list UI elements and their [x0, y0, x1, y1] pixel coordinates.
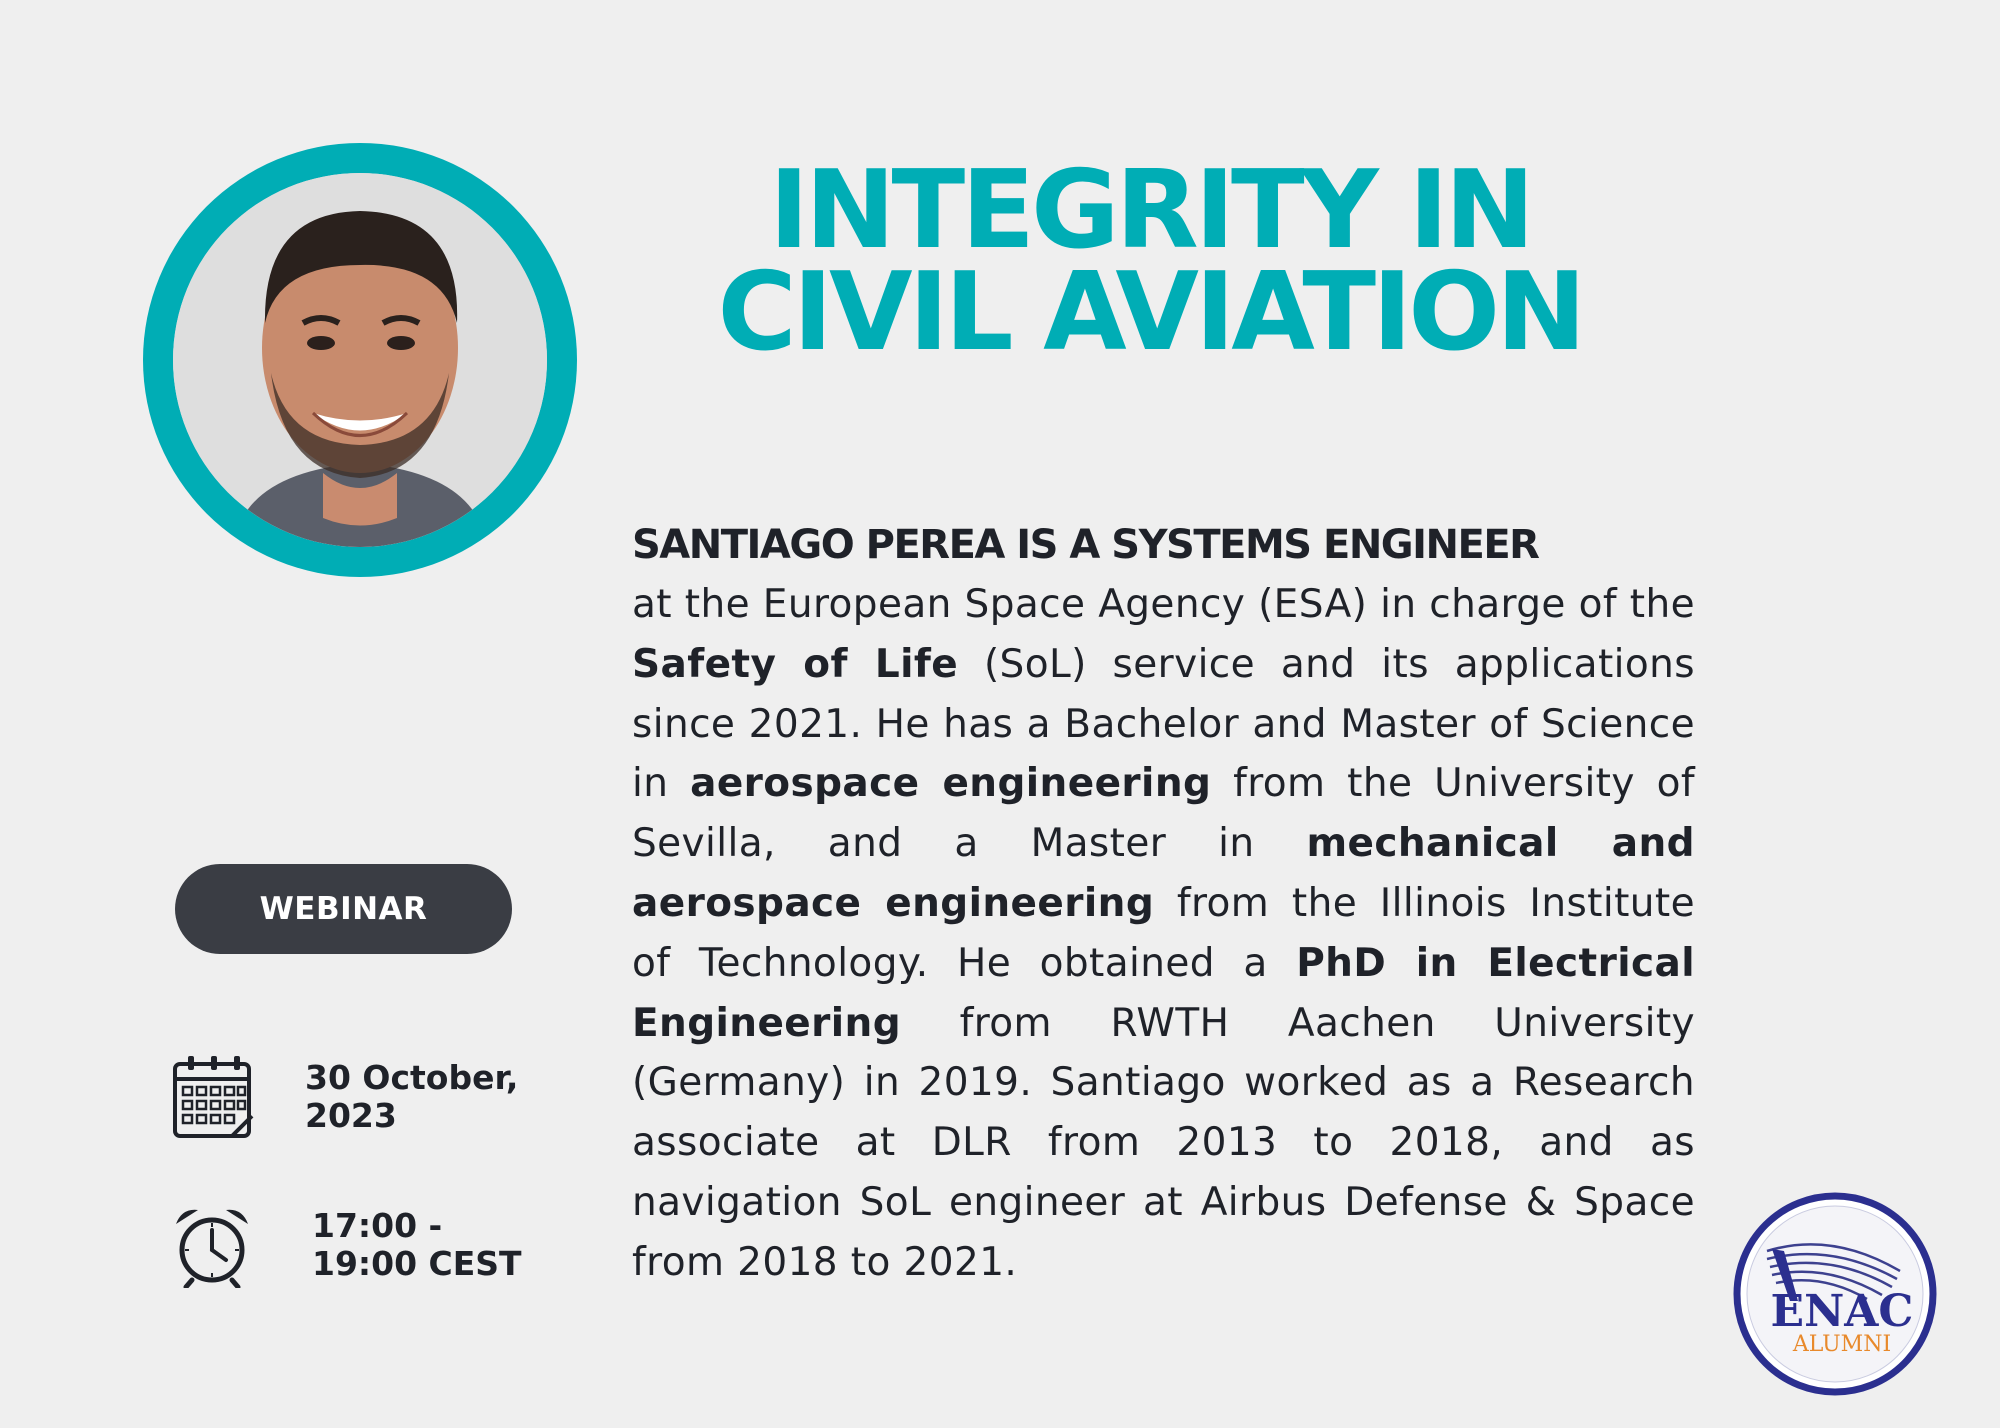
- logo-text-enac: ENAC: [1770, 1286, 1914, 1337]
- bio-text-1: at the European Space Agency (ESA) in charge of the: [632, 582, 1695, 627]
- bio-bold-3: mechanical and aerospace engineering: [632, 821, 1695, 926]
- calendar-icon: [172, 1054, 256, 1140]
- event-date-line-1: 30 October,: [305, 1058, 519, 1097]
- bio-paragraph: [632, 575, 1695, 1293]
- event-time-line-2: 19:00 CEST: [312, 1244, 522, 1283]
- speaker-photo-frame: [143, 143, 577, 577]
- enac-alumni-logo: [1732, 1191, 1938, 1397]
- bio-text-3: from the University of Sevilla, and a Master in: [632, 761, 1695, 867]
- speaker-portrait-image: [173, 173, 547, 547]
- speaker-photo: [173, 173, 547, 547]
- bio-text-2: (SoL) service and its applications since 2021. He has a Bachelor and Master of Science in: [632, 641, 1695, 807]
- bio-text-5: from RWTH Aachen University (Germany) in 2019. Santiago worked as a Research associate at DLR from 2013 to 2018, and as navigation SoL engineer at Airbus Defense & Space from 2018 to 2021.: [632, 1000, 1695, 1285]
- event-title: [600, 148, 1700, 375]
- bio-bold-2: aerospace engineering: [690, 761, 1212, 807]
- bio-bold-1: Safety of Life: [632, 641, 959, 687]
- logo-text-alumni: ALUMNI: [1792, 1332, 1892, 1357]
- speaker-bio: [632, 515, 1695, 1293]
- webinar-badge: WEBINAR: [175, 864, 512, 954]
- bio-bold-4: PhD in Electrical Engineering: [632, 940, 1695, 1046]
- bio-text-4: from the Illinois Institute of Technology. He obtained a: [632, 880, 1695, 986]
- event-time: [312, 1207, 522, 1283]
- event-title-line-2: CIVIL AVIATION: [717, 250, 1583, 375]
- event-time-line-1: 17:00 -: [312, 1206, 443, 1245]
- event-title-line-1: INTEGRITY IN: [768, 148, 1532, 273]
- event-date: [305, 1059, 518, 1135]
- alarm-clock-icon: [172, 1204, 252, 1288]
- event-date-line-2: 2023: [305, 1096, 397, 1135]
- bio-heading: SANTIAGO PEREA IS A SYSTEMS ENGINEER: [632, 522, 1539, 568]
